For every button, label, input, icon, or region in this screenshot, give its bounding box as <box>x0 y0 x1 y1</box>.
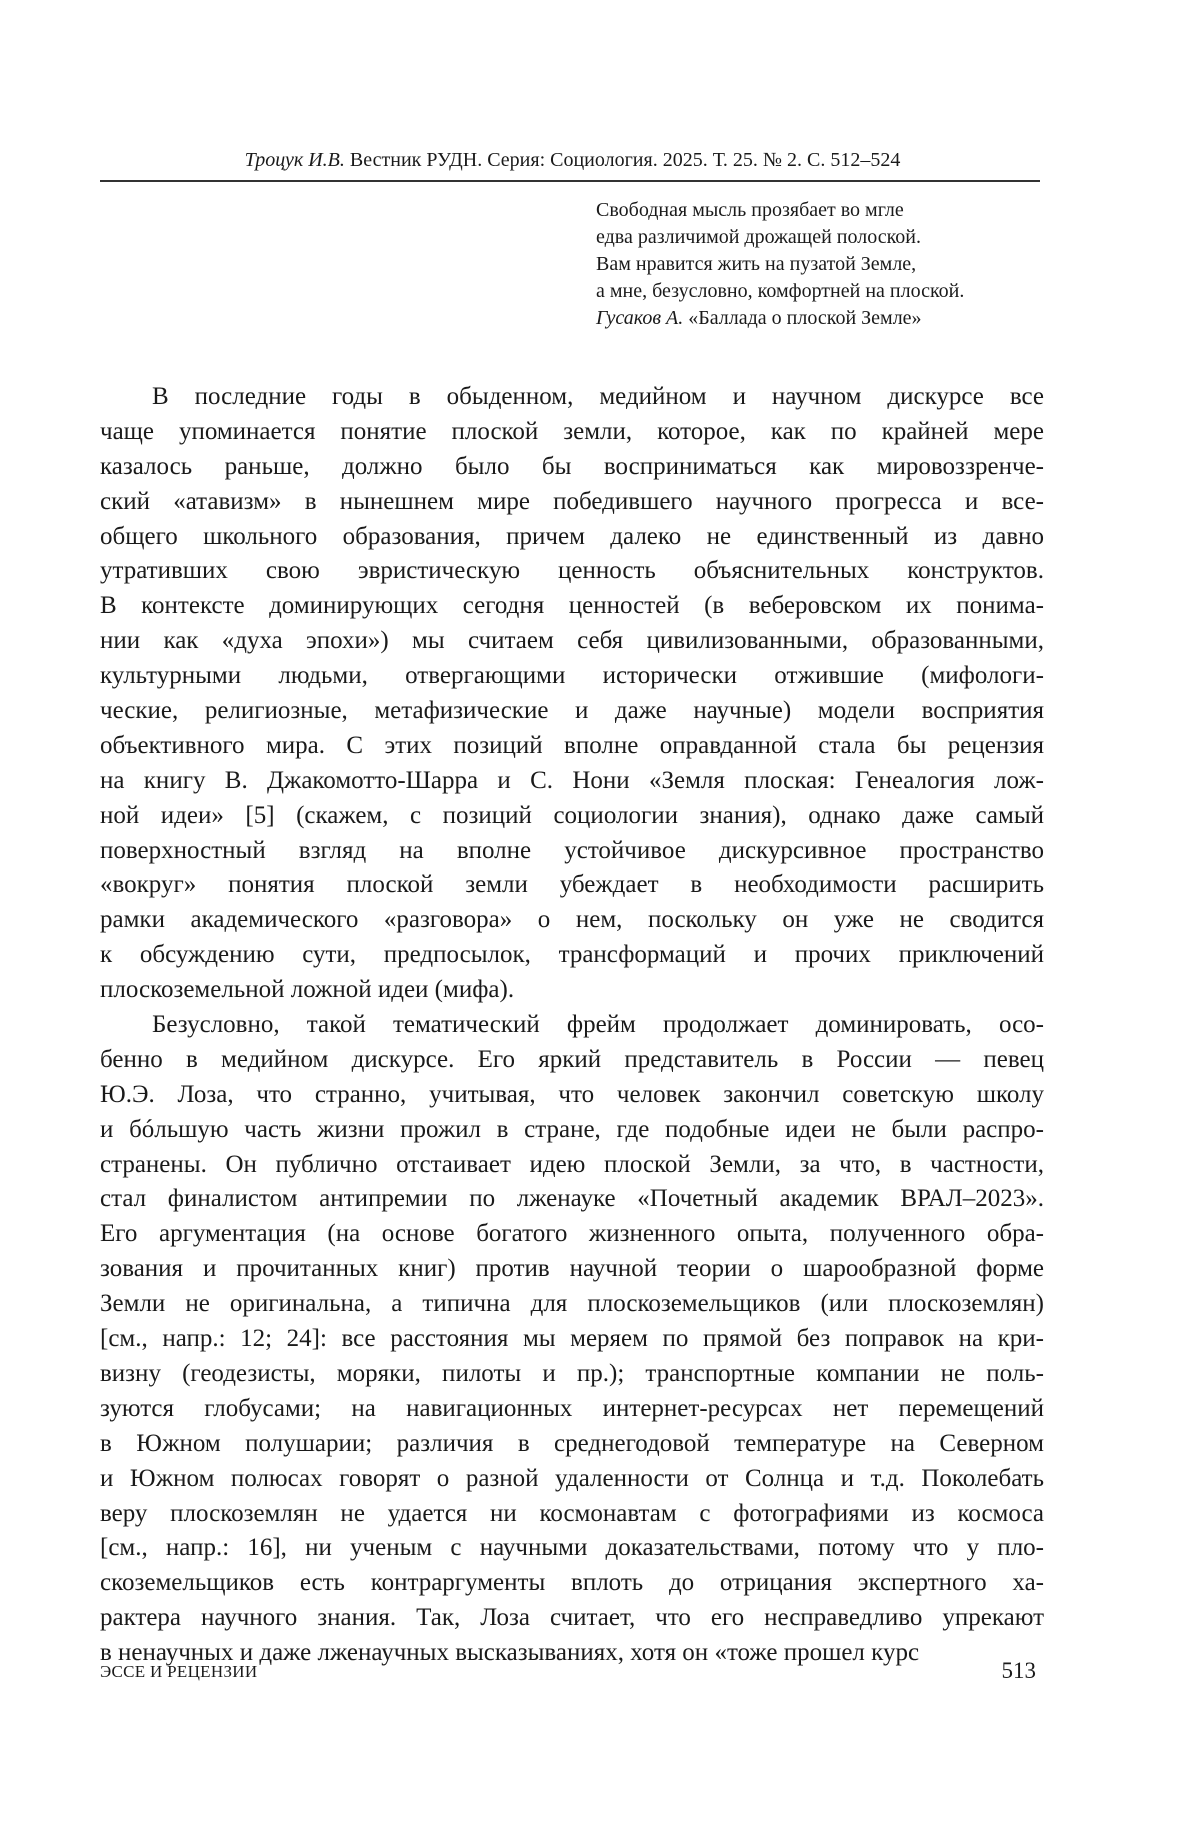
text-line: нии как «духа эпохи») мы считаем себя цивилизованными, образованными, <box>100 627 1044 655</box>
text-line: ческие, религиозные, метафизические и даже научные) модели восприятия <box>100 697 1044 725</box>
text-line: [см., напр.: 16], ни ученым с научными доказательствами, потому что у пло- <box>100 1534 1044 1562</box>
text-line: скоземельщиков есть контраргументы вплоть до отрицания экспертного ха- <box>100 1569 1044 1597</box>
text-line: плоскоземельной ложной идеи (мифа). <box>100 976 515 1004</box>
epigraph <box>596 197 964 332</box>
body-text <box>100 380 1044 1671</box>
epigraph-line: Свободная мысль прозябает во мгле <box>596 199 904 221</box>
text-line: зуются глобусами; на навигационных интернет-ресурсах нет перемещений <box>100 1394 1044 1422</box>
text-line: утративших свою эвристическую ценность объяснительных конструктов. <box>100 557 1044 585</box>
text-line: Его аргументация (на основе богатого жизненного опыта, полученного обра- <box>100 1220 1044 1248</box>
text-line: казалось раньше, должно было бы восприниматься как мировоззренче- <box>100 452 1044 480</box>
text-line: странены. Он публично отстаивает идею плоской Земли, за что, в частности, <box>100 1150 1044 1178</box>
text-line: бенно в медийном дискурсе. Его яркий представитель в России — певец <box>100 1045 1044 1073</box>
epigraph-line: а мне, безусловно, комфортней на плоской. <box>596 279 965 302</box>
running-header <box>100 146 1045 174</box>
text-line: Земли не оригинальна, а типична для плоскоземельщиков (или плоскоземлян) <box>100 1290 1044 1318</box>
text-line: Ю.Э. Лоза, что странно, учитывая, что человек закончил советскую школу <box>100 1080 1044 1108</box>
text-line: к обсуждению сути, предпосылок, трансформаций и прочих приключений <box>100 941 1044 969</box>
text-line: В контексте доминирующих сегодня ценностей (в веберовском их понима- <box>100 592 1044 620</box>
text-line: культурными людьми, отвергающими исторически отжившие (мифологи- <box>100 662 1044 690</box>
header-citation: Вестник РУДН. Серия: Социология. 2025. Т. 25. № 2. С. 512–524 <box>349 149 901 171</box>
header-author: Троцук И.В. <box>244 149 345 171</box>
text-line: в ненаучных и даже лженаучных высказываниях, хотя он «тоже прошел курс <box>100 1639 920 1667</box>
text-line: визну (геодезисты, моряки, пилоты и пр.); транспортные компании не поль- <box>100 1359 1044 1387</box>
text-line: чаще упоминается понятие плоской земли, которое, как по крайней мере <box>100 417 1044 445</box>
text-line: зования и прочитанных книг) против научной теории о шарообразной форме <box>100 1255 1044 1283</box>
text-line: стал финалистом антипремии по лженауке «Почетный академик ВРАЛ–2023». <box>100 1185 1044 1213</box>
text-line: и Южном полюсах говорят о разной удаленности от Солнца и т.д. Поколебать <box>100 1464 1044 1492</box>
text-line: ной идеи» [5] (скажем, с позиций социологии знания), однако даже самый <box>100 801 1044 829</box>
epigraph-line: едва различимой дрожащей полоской. <box>596 225 921 248</box>
text-line: ский «атавизм» в нынешнем мире победившего научного прогресса и все- <box>100 487 1044 515</box>
paragraph <box>100 380 1044 1008</box>
epigraph-source <box>596 305 964 332</box>
text-line: В последние годы в обыденном, медийном и научном дискурсе все <box>152 383 1044 410</box>
text-line: веру плоскоземлян не удается ни космонавтам с фотографиями из космоса <box>100 1499 1044 1527</box>
text-line: поверхностный взгляд на вполне устойчивое дискурсивное пространство <box>100 836 1044 864</box>
text-line: общего школьного образования, причем далеко не единственный из давно <box>100 522 1044 550</box>
text-line: в Южном полушарии; различия в среднегодовой температуре на Северном <box>100 1429 1044 1457</box>
page-number: 513 <box>1001 1658 1036 1683</box>
text-line: и бóльшую часть жизни прожил в стране, где подобные идеи не были распро- <box>100 1115 1044 1143</box>
text-line: рамки академического «разговора» о нем, поскольку он уже не сводится <box>100 906 1044 934</box>
epigraph-source-author: Гусаков А. <box>596 306 684 329</box>
text-line: объективного мира. С этих позиций вполне оправданной стала бы рецензия <box>100 731 1044 759</box>
text-line: Безусловно, такой тематический фрейм продолжает доминировать, осо- <box>152 1011 1044 1039</box>
text-line: «вокруг» понятия плоской земли убеждает в необходимости расширить <box>100 871 1044 899</box>
epigraph-source-title: «Баллада о плоской Земле» <box>688 306 922 329</box>
paragraph <box>100 1008 1044 1671</box>
text-line: на книгу В. Джакомотто-Шарра и С. Нони «Земля плоская: Генеалогия лож- <box>100 766 1044 794</box>
epigraph-line: Вам нравится жить на пузатой Земле, <box>596 252 917 275</box>
text-line: рактера научного знания. Так, Лоза считает, что его несправедливо упрекают <box>100 1604 1044 1632</box>
text-line: [см., напр.: 12; 24]: все расстояния мы меряем по прямой без поправок на кри- <box>100 1325 1044 1353</box>
footer-section: ЭССЕ И РЕЦЕНЗИИ <box>100 1662 258 1681</box>
header-rule <box>100 180 1040 182</box>
